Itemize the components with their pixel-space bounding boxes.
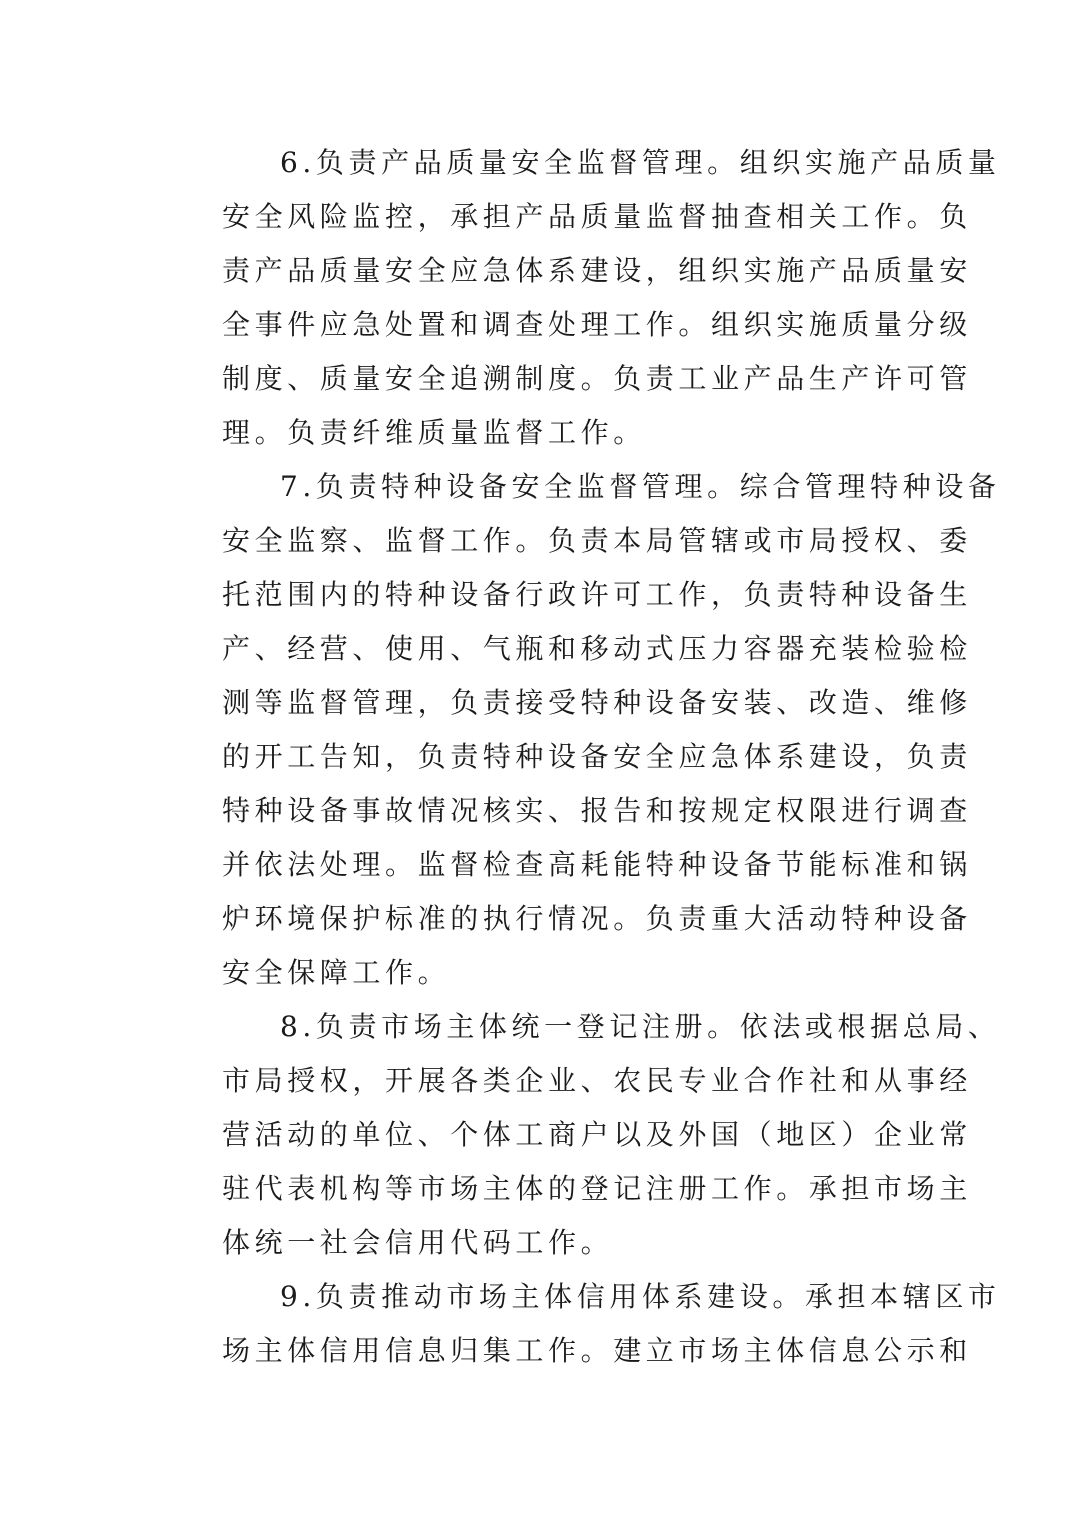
paragraph-line: 7.负责特种设备安全监督管理。综合管理特种设备 — [280, 470, 1001, 503]
paragraph-8 — [222, 1000, 1001, 1270]
document-body — [222, 136, 1001, 1378]
paragraph-line: 测等监督管理，负责接受特种设备安装、改造、维修 — [222, 686, 972, 719]
paragraph-line: 市局授权，开展各类企业、农民专业合作社和从事经 — [222, 1064, 972, 1097]
paragraph-line: 安全保障工作。 — [222, 956, 451, 989]
paragraph-line: 理。负责纤维质量监督工作。 — [222, 416, 646, 449]
paragraph-line: 6.负责产品质量安全监督管理。组织实施产品质量 — [280, 146, 1001, 179]
paragraph-line: 安全监察、监督工作。负责本局管辖或市局授权、委 — [222, 524, 972, 557]
paragraph-line: 托范围内的特种设备行政许可工作，负责特种设备生 — [222, 578, 972, 611]
paragraph-line: 的开工告知，负责特种设备安全应急体系建设，负责 — [222, 740, 972, 773]
paragraph-line: 驻代表机构等市场主体的登记注册工作。承担市场主 — [222, 1172, 972, 1205]
paragraph-7 — [222, 460, 1001, 1000]
paragraph-line: 体统一社会信用代码工作。 — [222, 1226, 614, 1259]
paragraph-line: 制度、质量安全追溯制度。负责工业产品生产许可管 — [222, 362, 972, 395]
paragraph-line: 营活动的单位、个体工商户以及外国（地区）企业常 — [222, 1118, 972, 1151]
paragraph-line: 场主体信用信息归集工作。建立市场主体信息公示和 — [222, 1334, 972, 1367]
paragraph-line: 全事件应急处置和调查处理工作。组织实施质量分级 — [222, 308, 972, 341]
paragraph-line: 8.负责市场主体统一登记注册。依法或根据总局、 — [280, 1010, 1001, 1043]
paragraph-line: 安全风险监控，承担产品质量监督抽查相关工作。负 — [222, 200, 972, 233]
paragraph-line: 产、经营、使用、气瓶和移动式压力容器充装检验检 — [222, 632, 972, 665]
paragraph-line: 炉环境保护标准的执行情况。负责重大活动特种设备 — [222, 902, 972, 935]
paragraph-line: 责产品质量安全应急体系建设，组织实施产品质量安 — [222, 254, 972, 287]
paragraph-line: 特种设备事故情况核实、报告和按规定权限进行调查 — [222, 794, 972, 827]
paragraph-line: 并依法处理。监督检查高耗能特种设备节能标准和锅 — [222, 848, 972, 881]
paragraph-line: 9.负责推动市场主体信用体系建设。承担本辖区市 — [280, 1280, 1001, 1313]
paragraph-9 — [222, 1270, 1001, 1378]
paragraph-6 — [222, 136, 1001, 460]
